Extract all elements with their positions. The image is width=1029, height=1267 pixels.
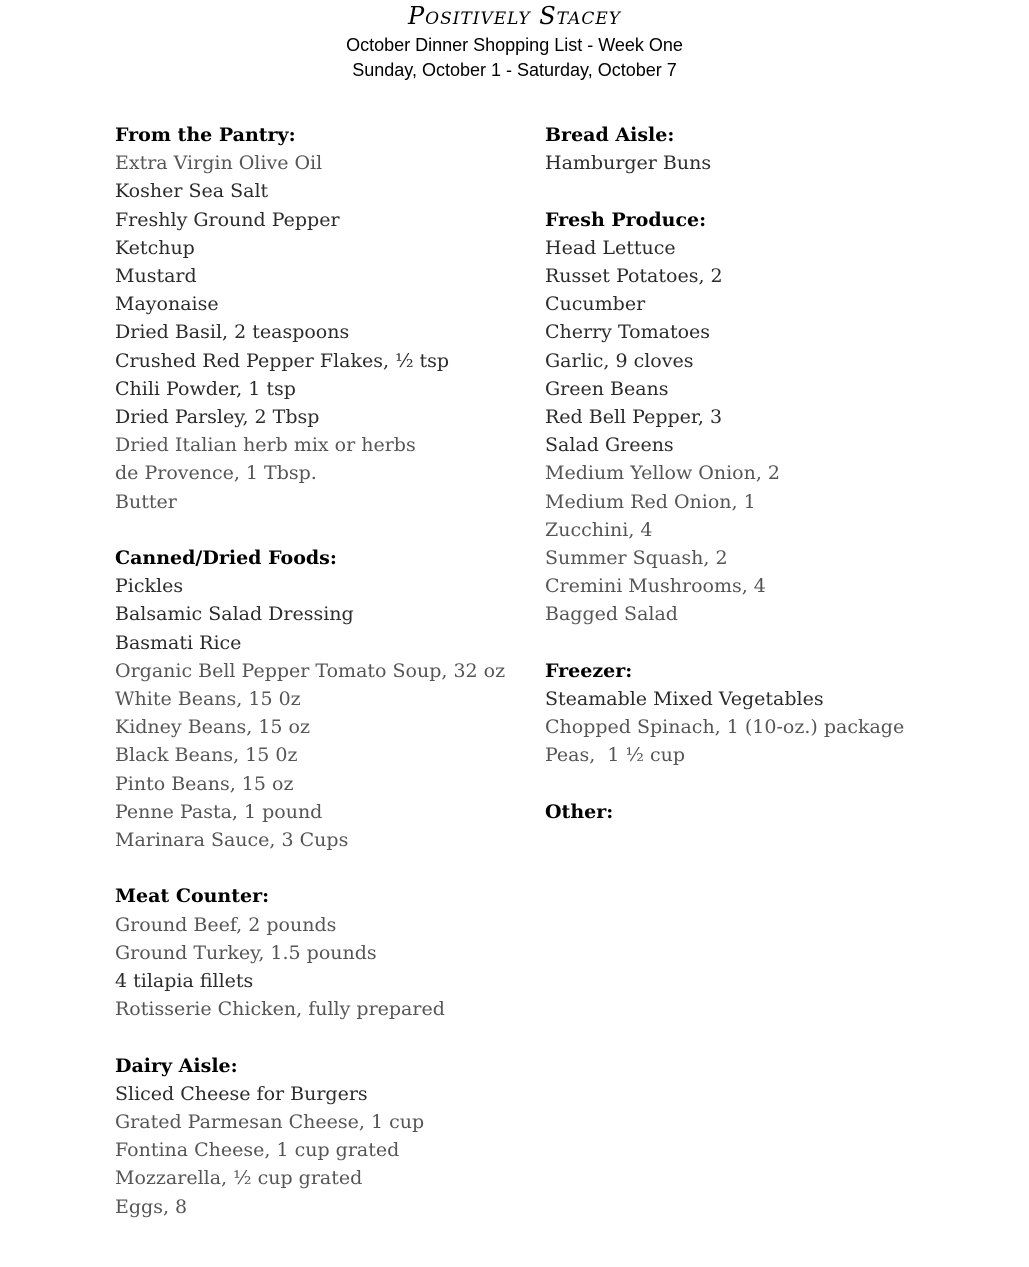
- list-item: Cremini Mushrooms, 4: [545, 575, 766, 598]
- brand-logo: Positively Stacey: [407, 2, 621, 30]
- list-item: Dried Basil, 2 teaspoons: [115, 321, 350, 344]
- item-list: [115, 149, 525, 516]
- list-item: Hamburger Buns: [545, 152, 712, 175]
- list-item: Crushed Red Pepper Flakes, ½ tsp: [115, 349, 450, 372]
- list-item: Fontina Cheese, 1 cup grated: [115, 1139, 400, 1162]
- list-item: Basmati Rice: [115, 631, 242, 654]
- section-pantry: [115, 121, 525, 516]
- item-list: [545, 149, 985, 177]
- list-item: Rotisserie Chicken, fully prepared: [115, 998, 445, 1021]
- list-item: Peas, 1 ½ cup: [545, 744, 685, 767]
- list-item: Pinto Beans, 15 oz: [115, 772, 294, 795]
- right-column: [545, 121, 985, 854]
- section-title: From the Pantry:: [115, 124, 296, 146]
- section-title: Meat Counter:: [115, 885, 270, 908]
- list-item: Cherry Tomatoes: [545, 321, 711, 344]
- list-item: Mozzarella, ½ cup grated: [115, 1167, 363, 1190]
- item-list: [115, 1080, 525, 1221]
- item-list: [545, 685, 985, 770]
- section-bread: [545, 121, 985, 177]
- list-item: Red Bell Pepper, 3: [545, 406, 723, 429]
- list-item: Penne Pasta, 1 pound: [115, 800, 323, 823]
- list-item: Ground Beef, 2 pounds: [115, 913, 337, 936]
- item-list: [545, 234, 985, 629]
- list-item: Kidney Beans, 15 oz: [115, 716, 310, 739]
- list-item: Butter: [115, 490, 177, 513]
- list-item: Dried Italian herb mix or herbs de Provence, 1 Tbsp.: [115, 434, 416, 485]
- list-item: Chopped Spinach, 1 (10-oz.) package: [545, 716, 905, 739]
- list-item: Sliced Cheese for Burgers: [115, 1082, 368, 1105]
- list-item: Bagged Salad: [545, 603, 678, 626]
- section-title: Freezer:: [545, 659, 633, 682]
- list-item: Extra Virgin Olive Oil: [115, 152, 323, 175]
- list-item: Ground Turkey, 1.5 pounds: [115, 941, 377, 964]
- list-item: Ketchup: [115, 236, 195, 259]
- section-title: Bread Aisle:: [545, 124, 675, 146]
- list-item: Medium Red Onion, 1: [545, 490, 756, 513]
- list-item: Mustard: [115, 265, 197, 288]
- list-item: Organic Bell Pepper Tomato Soup, 32 oz: [115, 659, 506, 682]
- list-item: Grated Parmesan Cheese, 1 cup: [115, 1111, 425, 1134]
- list-item: Summer Squash, 2: [545, 547, 728, 570]
- list-item: Mayonaise: [115, 293, 219, 316]
- list-item: Marinara Sauce, 3 Cups: [115, 829, 349, 852]
- list-item: Dried Parsley, 2 Tbsp: [115, 406, 320, 429]
- section-meat-counter: [115, 882, 525, 1023]
- item-list: [115, 911, 525, 1024]
- list-item: Russet Potatoes, 2: [545, 265, 723, 287]
- page-title: October Dinner Shopping List - Week One: [346, 35, 683, 55]
- section-title: Canned/Dried Foods:: [115, 547, 337, 570]
- section-title: Fresh Produce:: [545, 208, 707, 231]
- list-item: Black Beans, 15 0z: [115, 744, 298, 767]
- left-column: [115, 121, 525, 1249]
- section-canned-dried: [115, 544, 525, 854]
- list-item: Steamable Mixed Vegetables: [545, 688, 824, 711]
- list-item: Green Beans: [545, 377, 669, 400]
- list-item: Pickles: [115, 575, 184, 598]
- section-title: Dairy Aisle:: [115, 1054, 238, 1077]
- list-item: Salad Greens: [545, 434, 674, 457]
- date-range: Sunday, October 1 - Saturday, October 7: [352, 60, 677, 80]
- list-item: Freshly Ground Pepper: [115, 208, 340, 231]
- list-item: Medium Yellow Onion, 2: [545, 462, 780, 485]
- section-other: [545, 798, 985, 826]
- list-item: Kosher Sea Salt: [115, 180, 269, 203]
- list-item: Eggs, 8: [115, 1195, 188, 1218]
- section-title: Other:: [545, 800, 614, 823]
- list-item: Garlic, 9 cloves: [545, 349, 694, 372]
- list-item: Zucchini, 4: [545, 518, 653, 541]
- list-item: Chili Powder, 1 tsp: [115, 377, 296, 400]
- section-freezer: [545, 657, 985, 770]
- list-item: Head Lettuce: [545, 236, 676, 259]
- list-item: White Beans, 15 0z: [115, 688, 301, 711]
- section-dairy: [115, 1052, 525, 1221]
- item-list: [115, 572, 525, 854]
- list-item: Balsamic Salad Dressing: [115, 603, 354, 626]
- section-produce: [545, 206, 985, 629]
- list-item: Cucumber: [545, 293, 646, 316]
- list-item: 4 tilapia fillets: [115, 970, 254, 993]
